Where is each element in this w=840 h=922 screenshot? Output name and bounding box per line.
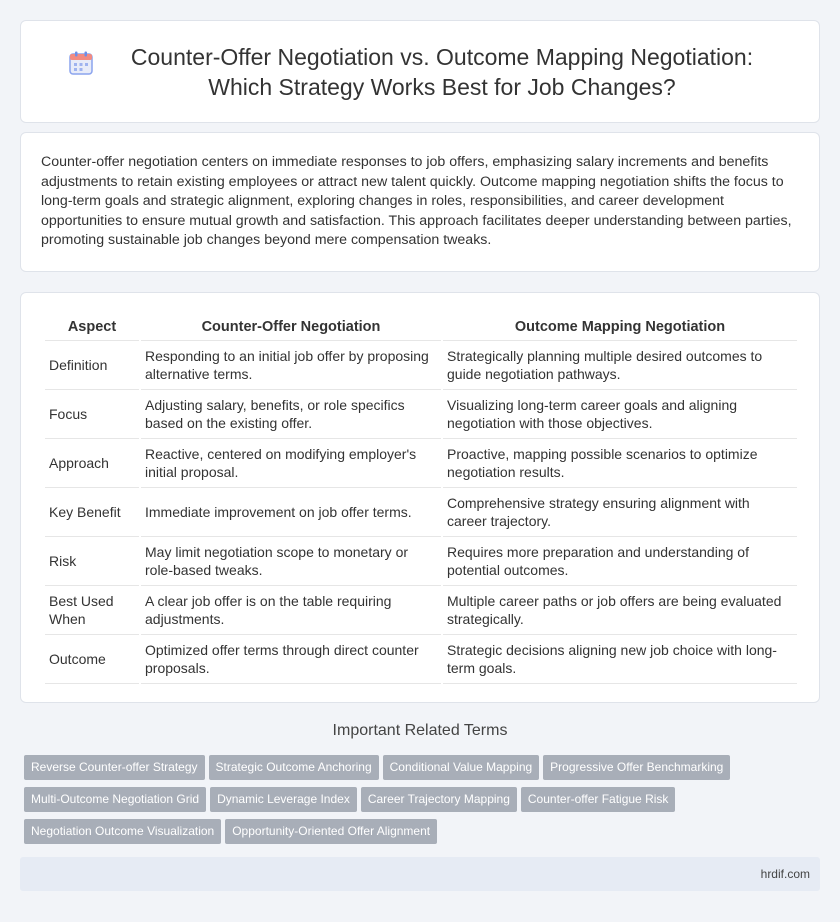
related-term-tag[interactable]: Strategic Outcome Anchoring bbox=[209, 755, 379, 780]
row-counter-offer: Immediate improvement on job offer terms. bbox=[141, 488, 441, 537]
row-aspect: Best Used When bbox=[45, 586, 139, 635]
row-aspect: Definition bbox=[45, 341, 139, 390]
table-row bbox=[45, 488, 797, 537]
row-counter-offer: Reactive, centered on modifying employer's initial proposal. bbox=[141, 439, 441, 488]
footer-site-link[interactable]: hrdif.com bbox=[760, 867, 810, 881]
table-row bbox=[45, 341, 797, 390]
table-row bbox=[45, 390, 797, 439]
row-aspect: Outcome bbox=[45, 635, 139, 684]
row-outcome-mapping: Comprehensive strategy ensuring alignment with career trajectory. bbox=[443, 488, 797, 537]
calendar-icon bbox=[68, 50, 94, 76]
row-counter-offer: Responding to an initial job offer by proposing alternative terms. bbox=[141, 341, 441, 390]
row-outcome-mapping: Strategically planning multiple desired outcomes to guide negotiation pathways. bbox=[443, 341, 797, 390]
table-row bbox=[45, 537, 797, 586]
table-header-row bbox=[45, 311, 797, 341]
row-counter-offer: Adjusting salary, benefits, or role specifics based on the existing offer. bbox=[141, 390, 441, 439]
intro-paragraph: Counter-offer negotiation centers on immediate responses to job offers, emphasizing salary increments and benefits adjustments to retain existing employees or attract new talent quickly. Outcome mapping negotiation shifts the focus to long-term goals and strategic alignment, exploring changes in roles, responsibilities, and career development opportunities to ensure mutual growth and satisfaction. This approach facilitates deeper understanding between parties, promoting sustainable job changes beyond mere compensation tweaks. bbox=[41, 154, 792, 249]
related-term-tag[interactable]: Conditional Value Mapping bbox=[383, 755, 540, 780]
table-row bbox=[45, 586, 797, 635]
related-term-tag[interactable]: Progressive Offer Benchmarking bbox=[543, 755, 730, 780]
intro-card bbox=[20, 132, 820, 272]
related-terms-list bbox=[24, 755, 824, 851]
row-outcome-mapping: Proactive, mapping possible scenarios to optimize negotiation results. bbox=[443, 439, 797, 488]
footer bbox=[20, 857, 820, 891]
header-card bbox=[20, 20, 820, 123]
row-aspect: Focus bbox=[45, 390, 139, 439]
table-row bbox=[45, 439, 797, 488]
row-aspect: Key Benefit bbox=[45, 488, 139, 537]
related-term-tag[interactable]: Counter-offer Fatigue Risk bbox=[521, 787, 676, 812]
row-counter-offer: May limit negotiation scope to monetary or role-based tweaks. bbox=[141, 537, 441, 586]
row-aspect: Risk bbox=[45, 537, 139, 586]
row-aspect: Approach bbox=[45, 439, 139, 488]
table-row bbox=[45, 635, 797, 684]
related-term-tag[interactable]: Multi-Outcome Negotiation Grid bbox=[24, 787, 206, 812]
row-outcome-mapping: Strategic decisions aligning new job choice with long-term goals. bbox=[443, 635, 797, 684]
page-title: Counter-Offer Negotiation vs. Outcome Mapping Negotiation: Which Strategy Works Best for Job Changes? bbox=[130, 43, 754, 100]
row-outcome-mapping: Visualizing long-term career goals and aligning negotiation with those objectives. bbox=[443, 390, 797, 439]
row-counter-offer: Optimized offer terms through direct counter proposals. bbox=[141, 635, 441, 684]
column-header-aspect: Aspect bbox=[45, 311, 139, 341]
related-term-tag[interactable]: Opportunity-Oriented Offer Alignment bbox=[225, 819, 437, 844]
row-counter-offer: A clear job offer is on the table requiring adjustments. bbox=[141, 586, 441, 635]
column-header-outcome-mapping: Outcome Mapping Negotiation bbox=[443, 311, 797, 341]
related-term-tag[interactable]: Dynamic Leverage Index bbox=[210, 787, 357, 812]
row-outcome-mapping: Requires more preparation and understanding of potential outcomes. bbox=[443, 537, 797, 586]
related-term-tag[interactable]: Negotiation Outcome Visualization bbox=[24, 819, 221, 844]
related-term-tag[interactable]: Reverse Counter-offer Strategy bbox=[24, 755, 205, 780]
related-term-tag[interactable]: Career Trajectory Mapping bbox=[361, 787, 517, 812]
comparison-table bbox=[43, 311, 799, 684]
comparison-table-card bbox=[20, 292, 820, 703]
related-terms-title: Important Related Terms bbox=[332, 722, 508, 739]
row-outcome-mapping: Multiple career paths or job offers are being evaluated strategically. bbox=[443, 586, 797, 635]
column-header-counter-offer: Counter-Offer Negotiation bbox=[141, 311, 441, 341]
